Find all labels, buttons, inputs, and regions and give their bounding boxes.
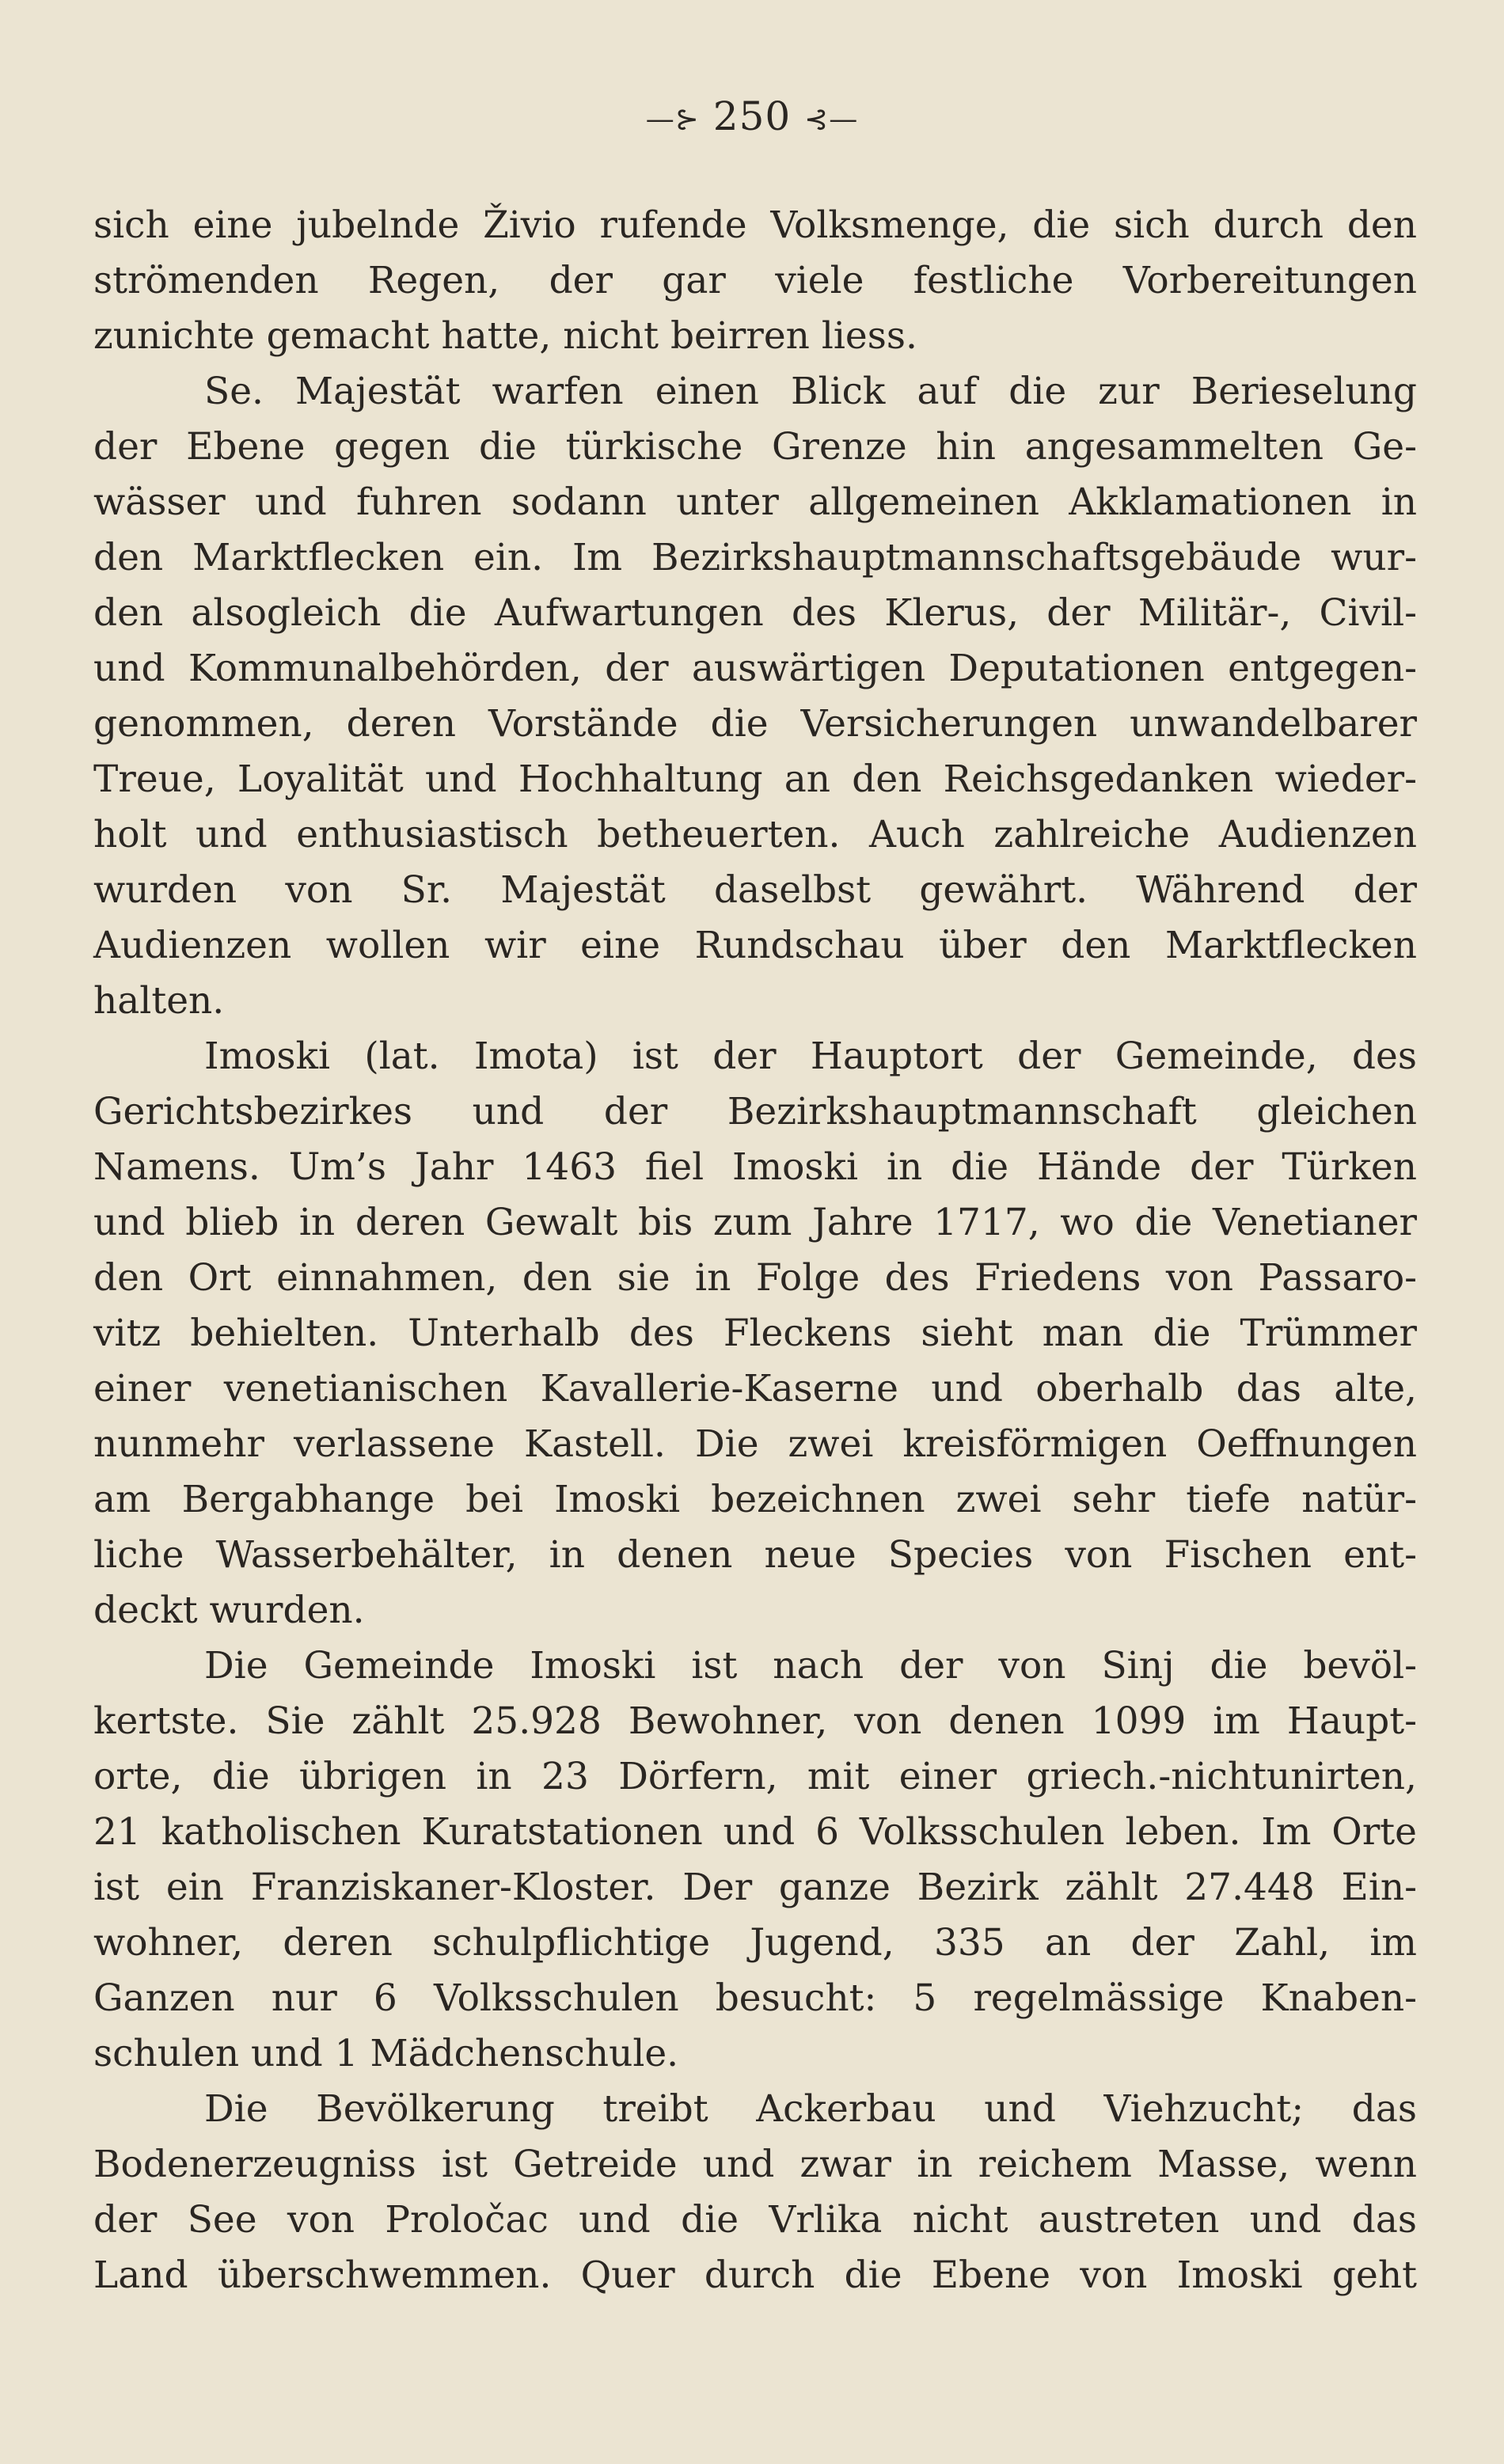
text-line: vitz behielten. Unterhalb des Fleckens sieht man die Trümmer (93, 1312, 1417, 1355)
text-line: Audienzen wollen wir eine Rundschau über den Marktflecken (93, 924, 1417, 967)
header-ornament-right: ⊰— (804, 103, 859, 136)
text-line: Land überschwemmen. Quer durch die Ebene von Imoski geht (93, 2253, 1417, 2297)
text-line: genommen, deren Vorstände die Versicherungen unwandelbarer (93, 702, 1417, 746)
text-line: nunmehr verlassene Kastell. Die zwei kreisförmigen Oeffnungen (93, 1422, 1417, 1466)
text-line: Die Gemeinde Imoski ist nach der von Sinj die bevöl- (204, 1644, 1417, 1688)
text-line: schulen und 1 Mädchenschule. (93, 2032, 679, 2075)
text-line: Namens. Um’s Jahr 1463 fiel Imoski in die Hände der Türken (93, 1145, 1417, 1189)
text-line: wässer und fuhren sodann unter allgemeinen Akklamationen in (93, 480, 1417, 524)
text-line: wohner, deren schulpflichtige Jugend, 335 an der Zahl, im (93, 1921, 1417, 1965)
text-line: deckt wurden. (93, 1589, 365, 1632)
text-line: Se. Majestät warfen einen Blick auf die zur Berieselung (204, 370, 1417, 413)
text-line: der See von Proločac und die Vrlika nicht austreten und das (93, 2198, 1417, 2242)
text-line: Gerichtsbezirkes und der Bezirkshauptmannschaft gleichen (93, 1090, 1417, 1133)
text-line: sich eine jubelnde Živio rufende Volksmenge, die sich durch den (93, 203, 1417, 247)
text-line: ist ein Franziskaner-Kloster. Der ganze Bezirk zählt 27.448 Ein- (93, 1866, 1417, 1909)
text-line: kertste. Sie zählt 25.928 Bewohner, von denen 1099 im Haupt- (93, 1699, 1417, 1743)
text-line: liche Wasserbehälter, in denen neue Species von Fischen ent- (93, 1533, 1417, 1577)
page-header (0, 93, 1504, 139)
text-line: den alsogleich die Aufwartungen des Klerus, der Militär-, Civil- (93, 591, 1417, 635)
text-line: strömenden Regen, der gar viele festliche Vorbereitungen (93, 259, 1417, 302)
text-line: Imoski (lat. Imota) ist der Hauptort der Gemeinde, des (204, 1035, 1417, 1078)
text-line: den Ort einnahmen, den sie in Folge des Friedens von Passaro- (93, 1256, 1417, 1300)
text-line: den Marktflecken ein. Im Bezirkshauptmannschaftsgebäude wur- (93, 536, 1417, 579)
text-line: Die Bevölkerung treibt Ackerbau und Viehzucht; das (204, 2087, 1417, 2131)
text-line: und Kommunalbehörden, der auswärtigen Deputationen entgegen- (93, 647, 1417, 690)
page-number: 250 (712, 93, 792, 139)
body-text (93, 198, 1417, 2303)
text-line: Bodenerzeugniss ist Getreide und zwar in reichem Masse, wenn (93, 2143, 1417, 2186)
text-line: Ganzen nur 6 Volksschulen besucht: 5 regelmässige Knaben- (93, 1976, 1417, 2020)
text-line: holt und enthusiastisch betheuerten. Auch zahlreiche Audienzen (93, 813, 1417, 856)
text-line: 21 katholischen Kuratstationen und 6 Volksschulen leben. Im Orte (93, 1810, 1417, 1854)
text-line: und blieb in deren Gewalt bis zum Jahre 1717, wo die Venetianer (93, 1201, 1417, 1244)
text-line: Treue, Loyalität und Hochhaltung an den Reichsgedanken wieder- (93, 757, 1417, 801)
text-line: am Bergabhange bei Imoski bezeichnen zwei sehr tiefe natür- (93, 1478, 1417, 1521)
text-line: zunichte gemacht hatte, nicht beirren liess. (93, 314, 917, 358)
text-line: einer venetianischen Kavallerie-Kaserne und oberhalb das alte, (93, 1367, 1417, 1410)
header-ornament-left: —⊱ (645, 103, 700, 136)
text-line: wurden von Sr. Majestät daselbst gewährt. Während der (93, 868, 1417, 912)
text-line: halten. (93, 979, 225, 1023)
text-line: der Ebene gegen die türkische Grenze hin angesammelten Ge- (93, 425, 1417, 469)
text-line: orte, die übrigen in 23 Dörfern, mit einer griech.-nichtunirten, (93, 1755, 1417, 1798)
